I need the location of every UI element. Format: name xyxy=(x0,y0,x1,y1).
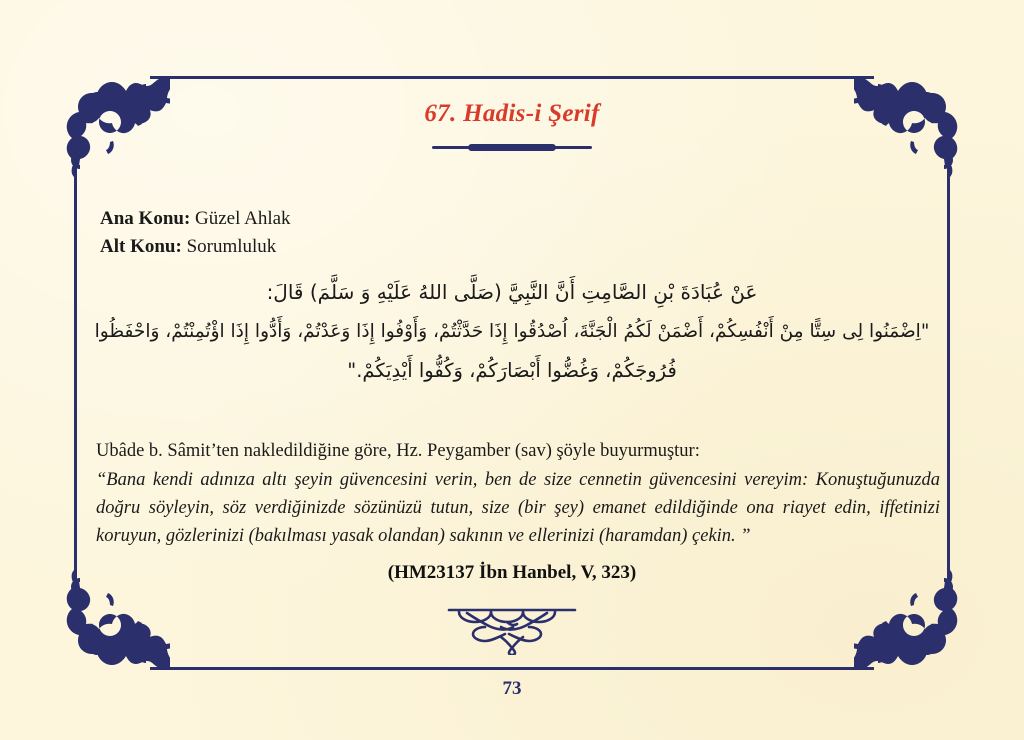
knot-ornament-bottom xyxy=(447,607,577,655)
arabic-line-2: "اِضْمَنُوا لِى سِتًّا مِنْ أَنْفُسِكُمْ، أَضْمَنْ لَكُمُ الْجَنَّةَ، اُصْدُقُوا إِذَا حَدَّثْتُمْ، وَأَوْفُوا إِذَا وَعَدْتُمْ، وَأَدُّوا إِذَا اؤْتُمِنْتُمْ، وَاحْفَظُوا xyxy=(94,321,930,342)
main-topic-label: Ana Konu: xyxy=(100,208,191,229)
translation-block xyxy=(96,438,940,550)
main-topic-value: Güzel Ahlak xyxy=(195,208,291,229)
frame-rule-left xyxy=(74,160,77,590)
page-title: 67. Hadis-i Şerif xyxy=(424,100,600,127)
topic-block xyxy=(100,205,291,260)
source-citation: (HM23137 İbn Hanbel, V, 323) xyxy=(387,562,637,583)
translation-body: “Bana kendi adınıza altı şeyin güvencesini verin, ben de size cennetin güvencesini vereyim: Konuştuğunuzda doğru söyleyin, söz verdiğinizde sözünüzü tutun, size (bir şey) emanet edildiğinde ona riayet edin, iffetinizi koruyun, gözlerinizi (bakılması yasak olandan) sakının ve ellerinizi (haramdan) çekin. ” xyxy=(96,469,940,546)
heading-block xyxy=(0,100,1024,150)
translation-intro: Ubâde b. Sâmit’ten nakledildiğine göre, Hz. Peygamber (sav) şöyle buyurmuştur: xyxy=(96,441,700,461)
frame-rule-bottom xyxy=(150,667,874,670)
arabic-line-3: فُرُوجَكُمْ، وَغُضُّوا أَبْصَارَكُمْ، وَكُفُّوا أَيْدِيَكُمْ." xyxy=(347,358,677,382)
sub-topic-label: Alt Konu: xyxy=(100,235,182,257)
page-number: 73 xyxy=(502,678,522,699)
title-divider xyxy=(432,144,592,150)
arabic-line-1: عَنْ عُبَادَةَ بْنِ الصَّامِتِ أَنَّ النَّبِيَّ (صَلَّى اللهُ عَلَيْهِ وَ سَلَّمَ) قَالَ: xyxy=(266,280,758,304)
arabic-hadith-text xyxy=(90,272,934,391)
frame-rule-right xyxy=(947,160,950,590)
main-topic-row xyxy=(100,205,291,233)
sub-topic-row xyxy=(100,233,291,261)
sub-topic-value: Sorumluluk xyxy=(186,235,277,257)
frame-rule-top xyxy=(150,76,874,79)
